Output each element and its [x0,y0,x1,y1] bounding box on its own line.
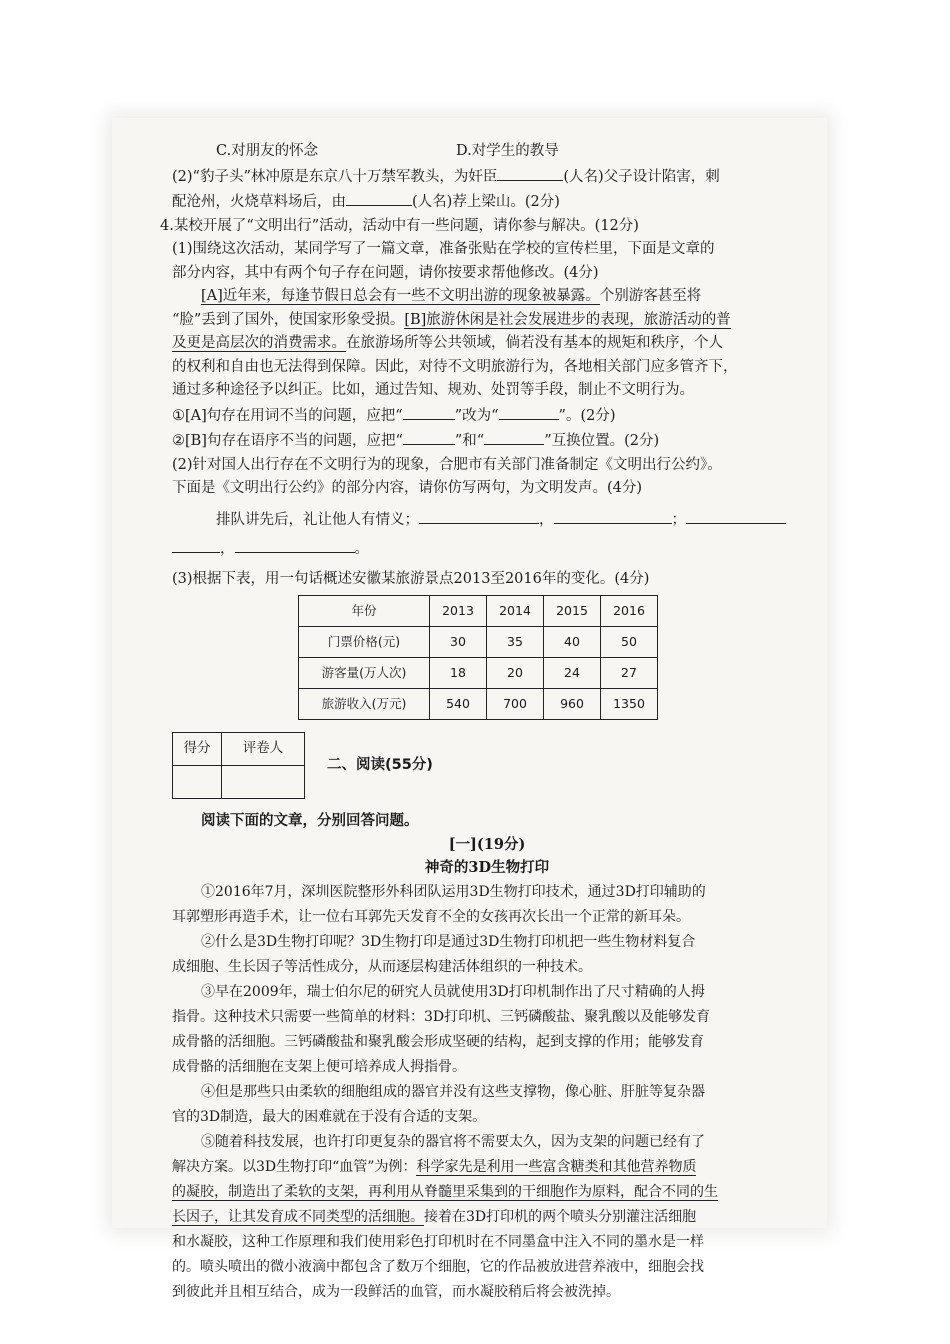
table-header-cell: 2015 [544,596,601,627]
score-box [172,732,305,799]
example-sentence: 排队讲先后，礼让他人有情义； [216,511,419,528]
passage-line: 官的3D制造，最大的困难就在于没有合适的支架。 [172,1108,487,1125]
table-row [299,627,658,658]
table-cell: 30 [430,627,487,658]
q2-blank-1[interactable] [497,164,563,181]
table-cell: 20 [487,658,544,689]
passage-line: ④但是那些只由柔软的细胞组成的器官并没有这些支撑物，像心脏、肝脏等复杂器 [201,1083,705,1100]
reading-instruction: 阅读下面的文章，分别回答问题。 [201,812,419,829]
q2-text-a: (2)“豹子头”林冲原是东京八十万禁军教头，为奸臣 [172,168,498,185]
q4-part3: (3)根据下表，用一句话概述安徽某旅游景点2013至2016年的变化。(4分) [172,570,650,587]
passage-line: 和水凝胶，这种工作原理和我们使用彩色打印机时在不同墨盒中注入不同的墨水是一样 [172,1233,704,1250]
table-cell: 35 [487,627,544,658]
table-cell: 700 [487,689,544,720]
tourism-table [298,595,658,720]
table-cell: 1350 [601,689,658,720]
fix-a-blank-1[interactable] [403,403,455,420]
score-label: 得分 [173,733,222,766]
passage-line: ①2016年7月，深圳医院整形外科团队运用3D生物打印技术，通过3D打印辅助的 [201,883,706,900]
imitation-blank-4[interactable] [172,536,220,553]
q2-text-b: (人名)父子设计陷害，刺 [563,168,720,185]
underlined-text: 科学家先是利用一些富含糖类和其他营养物质 [416,1158,697,1175]
article-line-1 [172,285,802,309]
exam-page [160,140,802,1305]
table-cell: 27 [601,658,658,689]
table-cell: 旅游收入(万元) [299,689,430,720]
score-section [172,732,802,799]
passage-line [172,1155,802,1180]
table-header-cell: 2013 [430,596,487,627]
table-cell: 40 [544,627,601,658]
table-row [299,689,658,720]
fix-a-line [172,403,802,429]
table-header-cell: 2016 [601,596,658,627]
imitation-line-2: ， 。 [172,536,802,562]
passage-line: 指骨。这种技术只需要一些简单的材料：3D打印机、三钙磷酸盐、聚乳酸以及能够发育 [172,1008,711,1025]
passage-line: 成骨骼的活细胞在支架上便可培养成人拇指骨。 [172,1058,466,1075]
part-heading: [一](19分) [448,835,526,853]
answer-options [172,140,802,164]
imitation-blank-5[interactable] [235,536,355,553]
q2-text-d: (人名)荐上梁山。(2分) [412,194,560,210]
article-text: 在旅游场所等公共领域，倘若没有基本的规矩和秩序，个人 [346,335,723,351]
passage-line: 成骨骼的活细胞。三钙磷酸盐和聚乳酸会形成坚硬的结构，起到支撑的作用；能够发育 [172,1033,704,1050]
underlined-text: 的凝胶，制造出了柔软的支架，再利用从脊髓里采集到的干细胞作为原料，配合不同的生 [172,1183,718,1200]
passage-line: ②什么是3D生物打印呢？3D生物打印是通过3D生物打印机把一些生物材料复合 [201,933,696,950]
article-text: 个别游客甚至将 [599,288,702,304]
fix-a-text-2: ”改为“ [454,407,499,424]
fix-a-text: ①[A]句存在用词不当的问题，应把“ [172,407,403,424]
passage-line [172,1205,802,1230]
underlined-text: 长因子，让其发育成不同类型的活细胞。 [172,1208,424,1225]
article-line-5: 通过多种途径予以纠正。比如，通过告知、规劝、处罚等手段，制止不文明行为。 [172,382,694,398]
option-c: C.对朋友的怀念 [216,143,319,159]
passage-line: 成细胞、生长因子等活性成分，从而逐层构建活体组织的一种技术。 [172,958,592,975]
q2-blank-2[interactable] [346,189,412,206]
passage-text: 解决方案。以3D生物打印“血管”为例： [172,1158,417,1175]
table-cell: 960 [544,689,601,720]
fix-b-text: ②[B]句存在语序不当的问题，应把“ [172,433,403,449]
passage-line: 的。喷头喷出的微小液滴中都包含了数万个细胞，它的作品被放进营养液中，细胞会找 [172,1258,704,1275]
q2-line-1 [172,164,802,190]
sentence-b-cont: 及更是高层次的消费需求。 [172,335,346,351]
fix-a-text-3: ”。(2分) [558,407,616,424]
q4-part1-line2: 部分内容，其中有两个句子存在问题，请你按要求帮他修改。(4分) [172,264,599,281]
passage-line: 耳郭塑形再造手术，让一位右耳郭先天发育不全的女孩再次长出一个正常的新耳朵。 [172,908,690,925]
article-title: 神奇的3D生物打印 [424,859,550,876]
q4-part1-line1: (1)围绕这次活动，某同学写了一篇文章，准备张贴在学校的宣传栏里，下面是文章的 [172,241,715,257]
score-cell[interactable] [173,766,222,799]
q2-line-2 [172,189,802,215]
table-header-cell: 2014 [487,596,544,627]
grader-cell[interactable] [222,766,305,799]
imitation-blank-1[interactable] [419,507,539,524]
table-cell: 门票价格(元) [299,627,430,658]
passage-line: 到彼此并且相互结合，成为一段鲜活的血管，而水凝胶稍后将会被洗掉。 [172,1283,620,1300]
fix-b-text-3: ”互换位置。(2分) [544,433,660,449]
imitation-blank-3[interactable] [686,507,786,524]
article-line-3 [172,332,802,356]
fix-a-blank-2[interactable] [499,403,559,420]
grader-label: 评卷人 [222,733,305,766]
passage-text: 接着在3D打印机的两个喷头分别灌注活细胞 [424,1208,697,1225]
table-cell: 540 [430,689,487,720]
fix-b-line [172,428,802,454]
passage-line [172,1180,802,1205]
article-line-2 [172,309,802,333]
article-text: “脸”丢到了国外，使国家形象受损。 [172,311,405,328]
q4-part2-line1: (2)针对国人出行存在不文明行为的现象，合肥市有关部门准备制定《文明出行公约》。 [172,456,722,473]
q4-part2-line2: 下面是《文明出行公约》的部分内容，请你仿写两句，为文明发声。(4分) [172,480,643,496]
fix-b-text-2: ”和“ [454,433,485,449]
table-row [299,658,658,689]
section-heading: 二、阅读(55分) [327,756,433,773]
table-cell: 18 [430,658,487,689]
table-cell: 50 [601,627,658,658]
fix-b-blank-2[interactable] [484,428,544,445]
imitation-line-1: 排队讲先后，礼让他人有情义； ， ； [172,507,802,533]
table-header-cell: 年份 [299,596,430,627]
imitation-blank-2[interactable] [554,507,672,524]
sentence-a: [A]近年来，每逢节假日总会有一些不文明出游的现象被暴露。 [201,288,600,304]
option-d: D.对学生的教导 [456,143,559,159]
table-cell: 游客量(万人次) [299,658,430,689]
passage-line: ⑤随着科技发展，也许打印更复杂的器官将不需要太久，因为支架的问题已经有了 [201,1133,705,1150]
article-line-4: 的权利和自由也无法得到保障。因此，对待不文明旅游行为，各地相关部门应多管齐下， [172,358,738,375]
sentence-b: [B]旅游休闲是社会发展进步的表现，旅游活动的普 [404,311,731,328]
table-cell: 24 [544,658,601,689]
passage-line: ③早在2009年，瑞士伯尔尼的研究人员就使用3D打印机制作出了尺寸精确的人拇 [201,983,705,1000]
fix-b-blank-1[interactable] [403,428,455,445]
q2-text-c: 配沧州，火烧草料场后，由 [172,194,346,210]
q4-title: 4.某校开展了“文明出行”活动，活动中有一些问题，请你参与解决。(12分) [160,217,639,234]
reading-passage [172,880,802,1305]
table-header-row [299,596,658,627]
